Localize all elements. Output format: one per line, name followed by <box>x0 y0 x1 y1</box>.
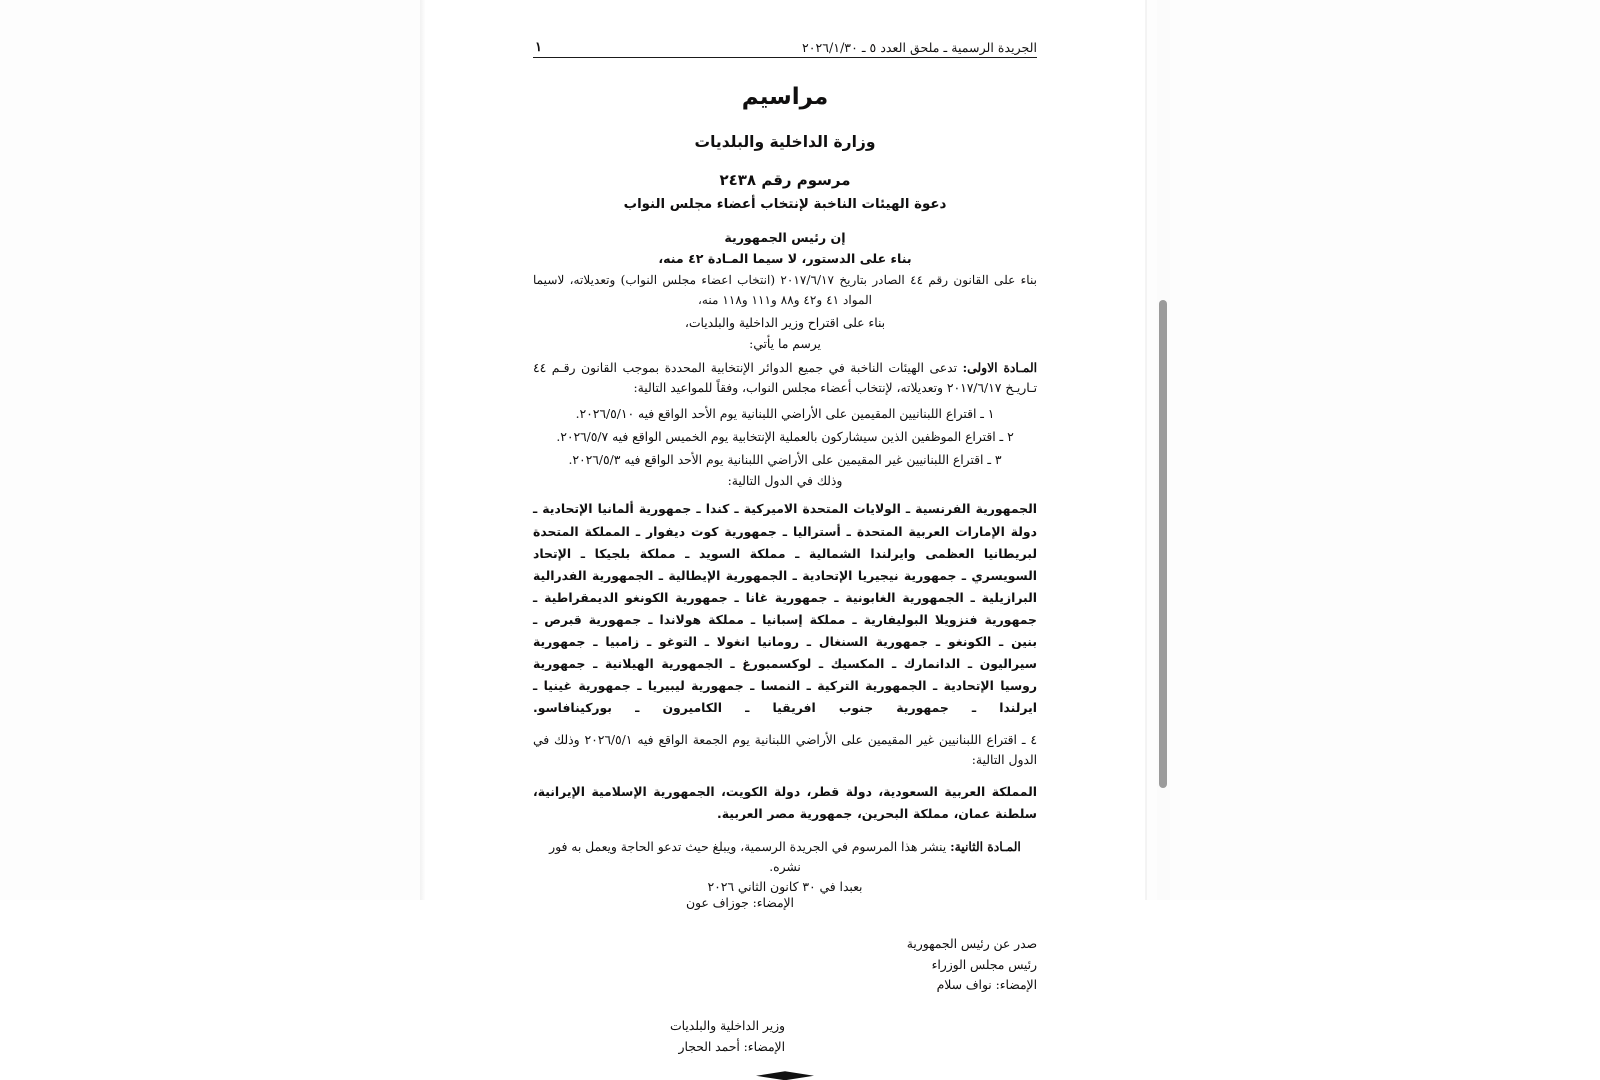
pm-title: رئيس مجلس الوزراء <box>931 957 1037 972</box>
minister-title: وزير الداخلية والبلديات <box>670 1018 785 1033</box>
page-gutter-right <box>1145 0 1600 900</box>
preamble-decrees: يرسم ما يأتي: <box>749 337 821 352</box>
article-two-label: المـادة الثانية: <box>950 839 1021 855</box>
scrollbar-thumb[interactable] <box>1159 300 1167 788</box>
preamble-constitution: بناء على الدستور، لا سيما المـادة ٤٢ منه، <box>658 251 912 266</box>
list-item: ٢ ـ اقتراع الموظفين الذين سيشاركون بالعملية الإنتخابية يوم الخميس الواقع فيه ٢٠٢٦/٥/٧. <box>556 429 1014 444</box>
countries-intro: وذلك في الدول التالية: <box>727 474 843 489</box>
issue-place-date: بعبدا في ٣٠ كانون الثاني ٢٠٢٦ <box>707 880 863 894</box>
page-title: مراسيم <box>741 84 829 110</box>
document-header <box>533 40 1037 58</box>
issued-by-line: صدر عن رئيس الجمهورية <box>906 937 1037 951</box>
page-content <box>533 40 1037 1080</box>
president-signature: الإمضاء: جوزاف عون <box>686 896 794 910</box>
ornament-container <box>533 1071 1037 1080</box>
arab-countries-list: المملكة العربية السعودية، دولة قطر، دولة الكويت، الجمهورية الإسلامية الإيرانية، سلطنة عمان، مملكة البحرين، جمهورية مصر العربية. <box>533 784 1037 822</box>
article-one-text: تدعى الهيئات الناخبة في جميع الدوائر الإنتخابية المحددة بموجب القانون رقـم ٤٤ تـاريـخ ٢٠١٧/٦/١٧ وتعديلاته، لإنتخاب أعضاء مجلس النواب، وفقاً للمواعيد التالية: <box>533 361 1037 396</box>
list-item: ١ ـ اقتراع اللبنانيين المقيمين على الأراضي اللبنانية يوم الأحد الواقع فيه ٢٠٢٦/٥/١٠. <box>575 406 995 421</box>
decree-subject: دعوة الهيئات الناخبة لإنتخاب أعضاء مجلس النواب <box>623 197 947 212</box>
preamble-law-reference: بناء على القانون رقم ٤٤ الصادر بتاريخ ٢٠١٧/٦/١٧ (انتخاب اعضاء مجلس النواب) وتعديلاته، لاسيما المواد ٤١ و٤٢ و٨٨ و١١١ و١١٨ منه، <box>533 273 1037 307</box>
signature-block-pm <box>533 934 1037 996</box>
list-item-four: ٤ ـ اقتراع اللبنانيين غير المقيمين على الأراضي اللبنانية يوم الجمعة الواقع فيه ٢٠٢٦/٥/١ وذلك في الدول التالية: <box>533 733 1037 768</box>
article-one <box>533 358 1037 399</box>
pm-signature: الإمضاء: نواف سلام <box>936 978 1037 993</box>
signature-block-minister <box>533 1016 785 1057</box>
ministry-title: وزارة الداخلية والبلديات <box>694 133 876 151</box>
preamble-proposal: بناء على اقتراح وزير الداخلية والبلديات، <box>684 316 886 331</box>
gazette-header-line: الجريدة الرسمية ـ ملحق العدد ٥ ـ ٢٠٢٦/١/٣٠ <box>802 40 1037 55</box>
minister-signature: الإمضاء: أحمد الحجار <box>678 1039 785 1054</box>
diamond-ornament-icon <box>756 1071 814 1080</box>
article-two-text: ينشر هذا المرسوم في الجريدة الرسمية، ويبلغ حيث تدعو الحاجة ويعمل به فور نشره. <box>549 840 947 875</box>
article-one-label: المـادة الاولى: <box>962 360 1037 376</box>
preamble-president: إن رئيس الجمهورية <box>724 230 846 245</box>
list-item: ٣ ـ اقتراع اللبنانيين غير المقيمين على الأراضي اللبنانية يوم الأحد الواقع فيه ٢٠٢٦/٥/٣. <box>568 452 1002 467</box>
signature-block-minister-wrap <box>533 996 1037 1057</box>
article-two <box>533 837 1037 878</box>
page-number: ١ <box>535 40 542 55</box>
document-page <box>425 0 1145 1054</box>
decree-number: مرسوم رقم ٢٤٣٨ <box>719 171 851 189</box>
countries-list: الجمهورية الفرنسية ـ الولايات المتحدة الاميركية ـ كندا ـ جمهورية ألمانيا الإتحادية ـ دولة الإمارات العربية المتحدة ـ أستراليا ـ جمهورية كوت ديفوار ـ المملكة المتحدة لبريطانيا العظمى وايرلندا الشمالية ـ مملكة السويد ـ مملكة بلجيكا ـ الإتحاد السويسري ـ جمهورية نيجيريا الإتحادية ـ الجمهورية الإيطالية ـ الجمهورية الفدرالية البرازيلية ـ الجمهورية الغابونية ـ جمهورية غانا ـ جمهورية الكونغو الديمقراطية ـ جمهورية فنزويلا البوليفارية ـ مملكة إسبانيا ـ مملكة هولاندا ـ جمهورية قبرص ـ بنين ـ الكونغو ـ جمهورية السنغال ـ رومانيا انغولا ـ التوغو ـ زامبيا ـ جمهورية سيراليون ـ الدانمارك ـ المكسيك ـ لوكسمبورغ ـ الجمهورية الهيلانية ـ جمهورية روسيا الإتحادية ـ الجمهورية التركية ـ النمسا ـ جمهورية ليبيريا ـ جمهورية غينيا ـ ايرلندا ـ جمهورية جنوب افريقيا ـ الكاميرون ـ بوركينافاسو. <box>533 501 1037 716</box>
page-gutter-left <box>0 0 425 900</box>
